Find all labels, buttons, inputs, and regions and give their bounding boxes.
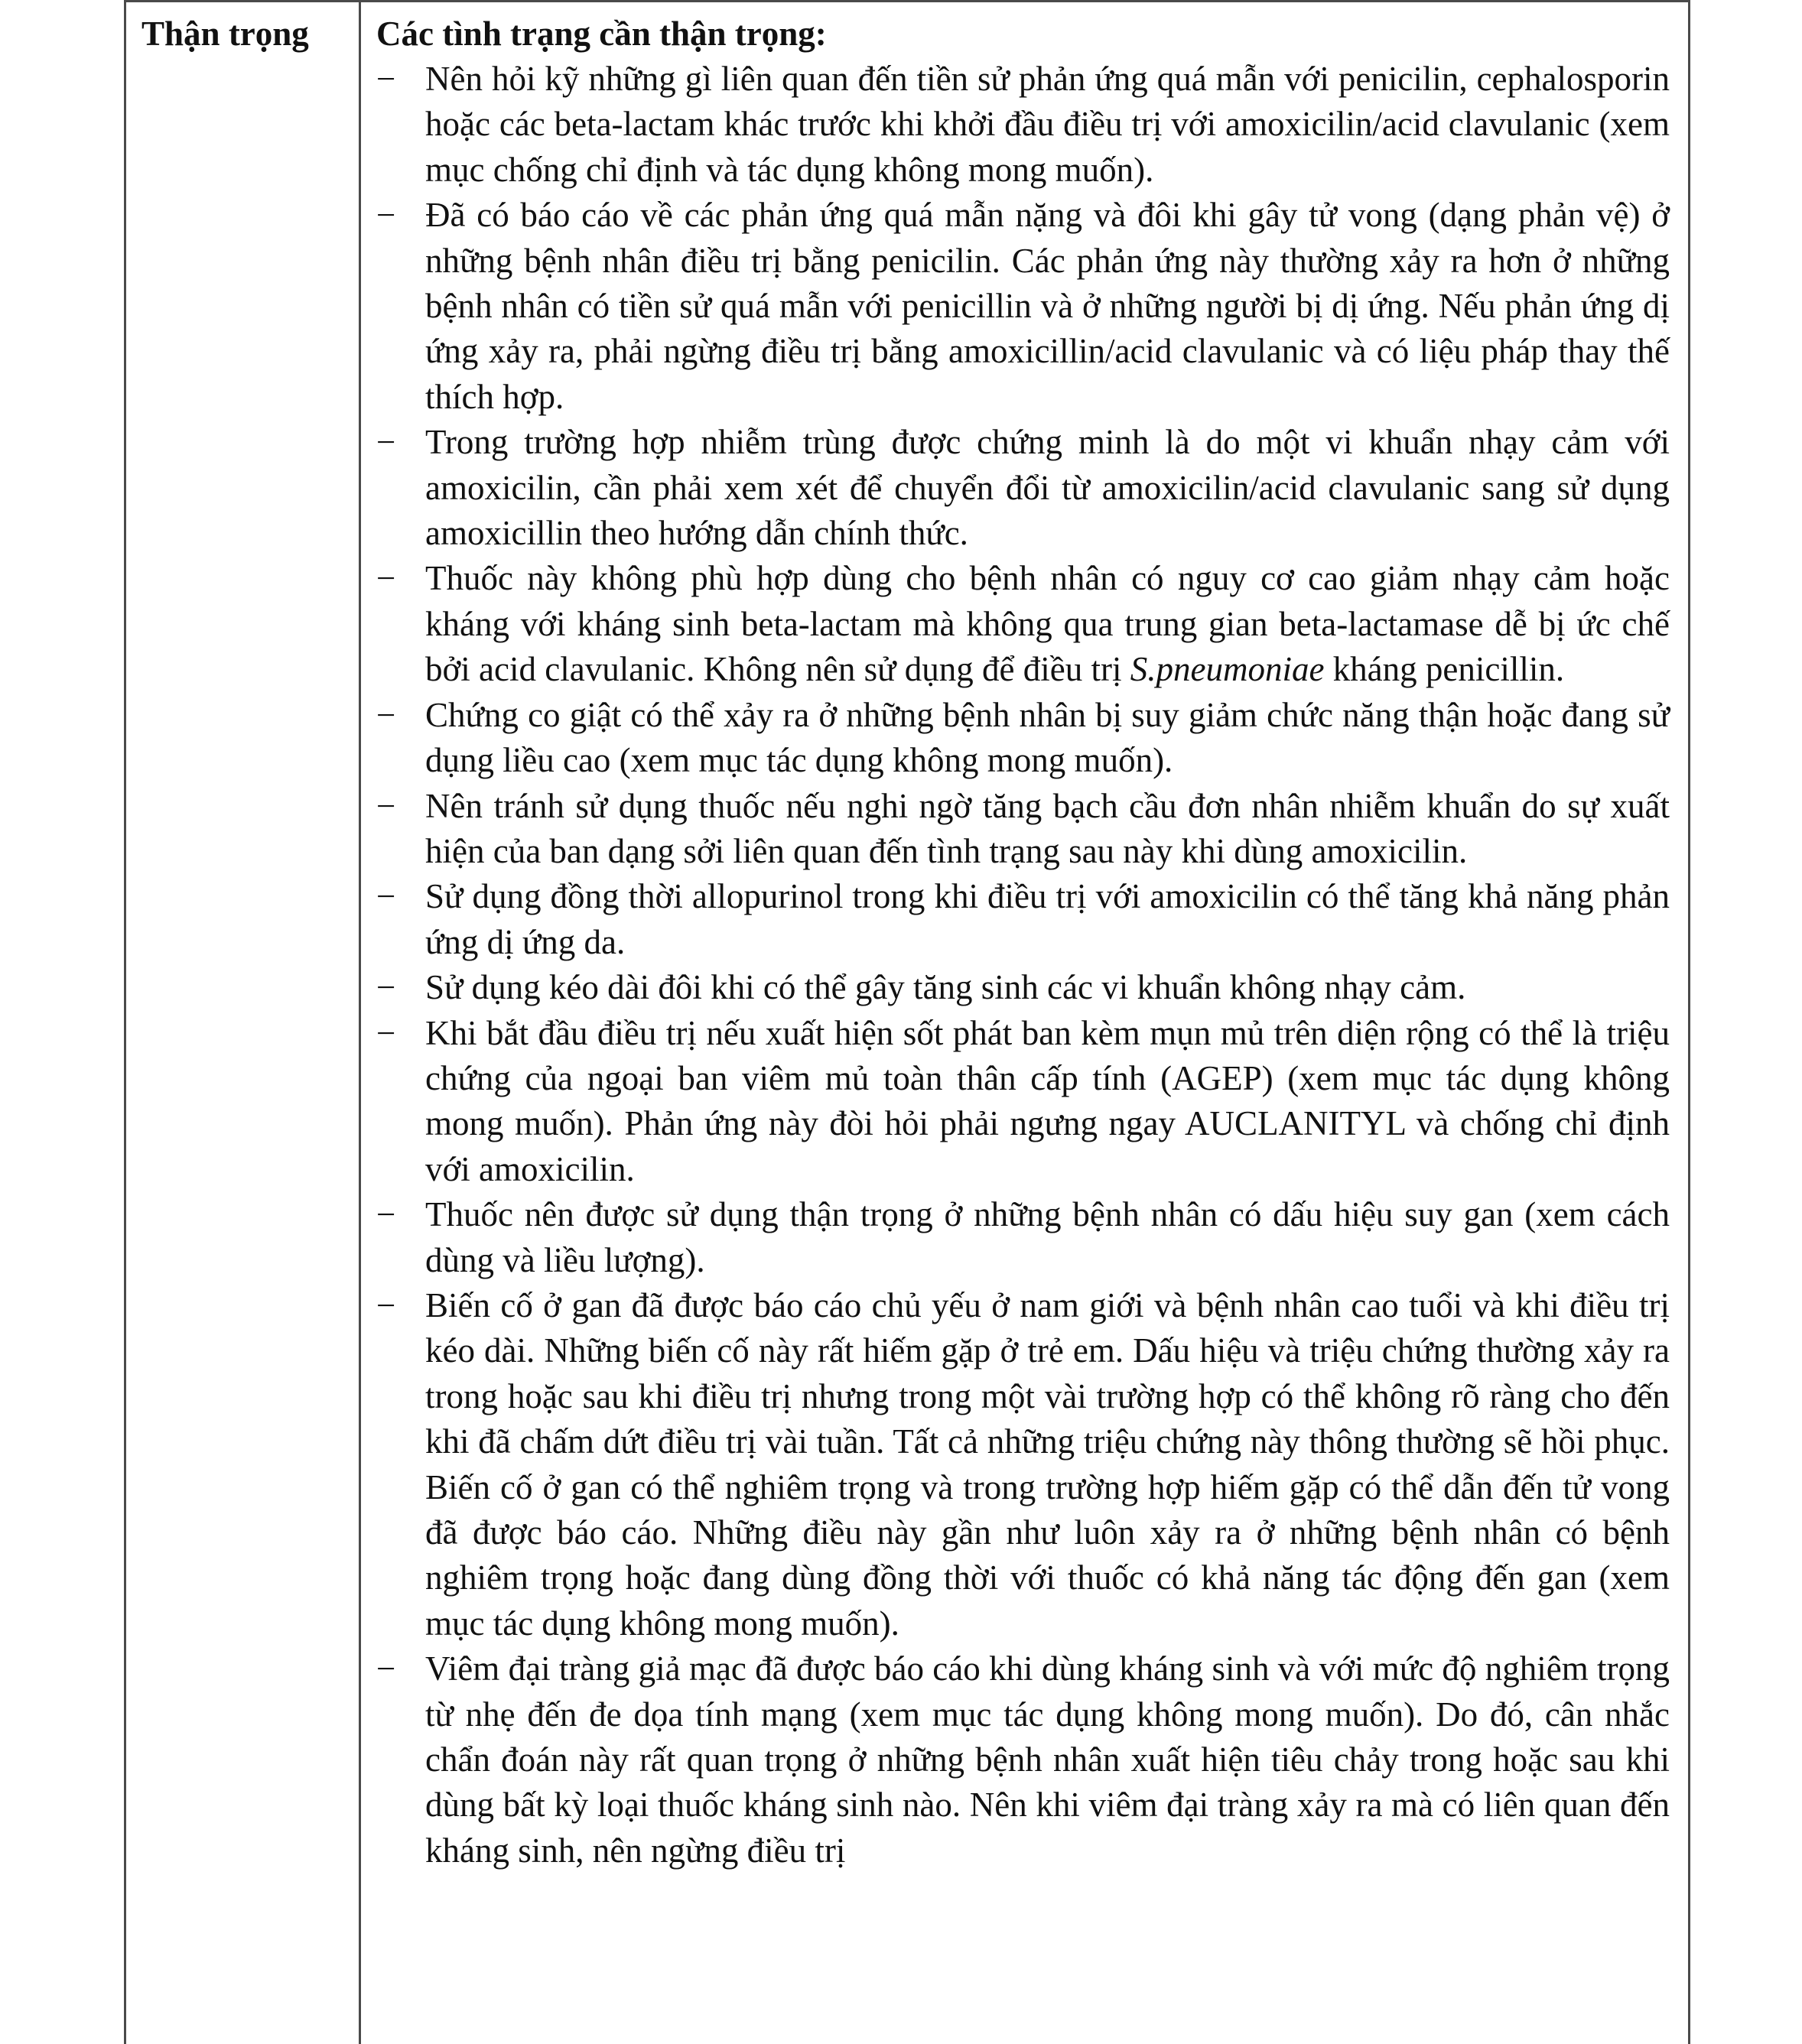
list-item-text: Sử dụng đồng thời allopurinol trong khi điều trị với amoxicilin có thể tăng khả năng phản ứng dị ứng da.	[425, 877, 1670, 961]
dash-bullet: −	[376, 1649, 396, 1688]
list-item-text: Trong trường hợp nhiễm trùng được chứng minh là do một vi khuẩn nhạy cảm với amoxicilin, cần phải xem xét để chuyển đổi từ amoxicilin/acid clavulanic sang sử dụng amoxicillin theo hướng dẫn chính thức.	[425, 423, 1670, 553]
list-item-text: Nên hỏi kỹ những gì liên quan đến tiền sử phản ứng quá mẫn với penicilin, cephalosporin hoặc các beta-lactam khác trước khi khởi đầu điều trị với amoxicilin/acid clavulanic (xem mục chống chỉ định và tác dụng không mong muốn).	[425, 60, 1670, 189]
precautions-list	[376, 57, 1670, 1873]
list-item	[376, 57, 1670, 193]
section-label: Thận trọng	[141, 15, 309, 53]
dash-bullet: −	[376, 786, 396, 825]
list-item-text-before: Thuốc này không phù hợp dùng cho bệnh nhân có nguy cơ cao giảm nhạy cảm hoặc kháng với kháng sinh beta-lactam mà không qua trung gian beta-lactamase dễ bị ức chế bởi acid clavulanic. Không nên sử dụng để điều trị	[425, 559, 1670, 689]
section-content-cell	[361, 2, 1688, 2044]
section-label-cell	[126, 2, 361, 2044]
list-item	[376, 874, 1670, 965]
list-item	[376, 1646, 1670, 1873]
list-item	[376, 784, 1670, 875]
list-item	[376, 693, 1670, 784]
list-item	[376, 420, 1670, 556]
dash-bullet: −	[376, 1195, 396, 1234]
list-item-text: Sử dụng kéo dài đôi khi có thể gây tăng sinh các vi khuẩn không nhạy cảm.	[425, 968, 1466, 1007]
list-item-text: Biến cố ở gan đã được báo cáo chủ yếu ở nam giới và bệnh nhân cao tuổi và khi điều trị kéo dài. Những biến cố này rất hiếm gặp ở trẻ em. Dấu hiệu và triệu chứng thường xảy ra trong hoặc sau khi điều trị nhưng trong một vài trường hợp có thể không rõ ràng cho đến khi đã chấm dứt điều trị vài tuần. Tất cả những triệu chứng này thông thường sẽ hồi phục. Biến cố ở gan có thể nghiêm trọng và trong trường hợp hiếm gặp có thể dẫn đến tử vong đã được báo cáo. Những điều này gần như luôn xảy ra ở những bệnh nhân có bệnh nghiêm trọng hoặc đang dùng đồng thời với thuốc có khả năng tác động đến gan (xem mục tác dụng không mong muốn).	[425, 1285, 1670, 1643]
precautions-table	[124, 0, 1690, 2044]
precautions-heading: Các tình trạng cần thận trọng:	[376, 15, 827, 53]
dash-bullet: −	[376, 1285, 396, 1324]
dash-bullet: −	[376, 1013, 396, 1052]
dash-bullet: −	[376, 60, 396, 98]
dash-bullet: −	[376, 968, 396, 1007]
list-item-text: Viêm đại tràng giả mạc đã được báo cáo khi dùng kháng sinh và với mức độ nghiêm trọng từ nhẹ đến đe dọa tính mạng (xem mục tác dụng không mong muốn). Do đó, cân nhắc chẩn đoán này rất quan trọng ở những bệnh nhân xuất hiện tiêu chảy trong hoặc sau khi dùng bất kỳ loại thuốc kháng sinh nào. Nên khi viêm đại tràng xảy ra mà có liên quan đến kháng sinh, nên ngừng điều trị	[425, 1649, 1670, 1870]
list-item-text: Đã có báo cáo về các phản ứng quá mẫn nặng và đôi khi gây tử vong (dạng phản vệ) ở những bệnh nhân điều trị bằng penicilin. Các phản ứng này thường xảy ra hơn ở những bệnh nhân có tiền sử quá mẫn với penicillin và ở những người bị dị ứng. Nếu phản ứng dị ứng xảy ra, phải ngừng điều trị bằng amoxicillin/acid clavulanic và có liệu pháp thay thế thích hợp.	[425, 196, 1670, 416]
list-item-text: Nên tránh sử dụng thuốc nếu nghi ngờ tăng bạch cầu đơn nhân nhiễm khuẩn do sự xuất hiện của ban dạng sởi liên quan đến tình trạng sau này khi dùng amoxicilin.	[425, 786, 1670, 870]
list-item-text: Thuốc nên được sử dụng thận trọng ở những bệnh nhân có dấu hiệu suy gan (xem cách dùng và liều lượng).	[425, 1195, 1670, 1279]
organism-name: S.pneumoniae	[1130, 650, 1325, 689]
list-item-text-after: kháng penicillin.	[1324, 650, 1565, 689]
list-item-text: Chứng co giật có thể xảy ra ở những bệnh nhân bị suy giảm chức năng thận hoặc đang sử dụng liều cao (xem mục tác dụng không mong muốn).	[425, 695, 1670, 780]
list-item	[376, 193, 1670, 420]
list-item	[376, 1192, 1670, 1283]
dash-bullet: −	[376, 695, 396, 734]
list-item	[376, 1011, 1670, 1193]
list-item-text: Khi bắt đầu điều trị nếu xuất hiện sốt phát ban kèm mụn mủ trên diện rộng có thể là triệu chứng của ngoại ban viêm mủ toàn thân cấp tính (AGEP) (xem mục tác dụng không mong muốn). Phản ứng này đòi hỏi phải ngưng ngay AUCLANITYL và chống chỉ định với amoxicilin.	[425, 1013, 1670, 1188]
dash-bullet: −	[376, 196, 396, 235]
list-item	[376, 1283, 1670, 1646]
dash-bullet: −	[376, 559, 396, 598]
dash-bullet: −	[376, 423, 396, 462]
dash-bullet: −	[376, 877, 396, 916]
list-item	[376, 556, 1670, 692]
list-item	[376, 965, 1670, 1010]
